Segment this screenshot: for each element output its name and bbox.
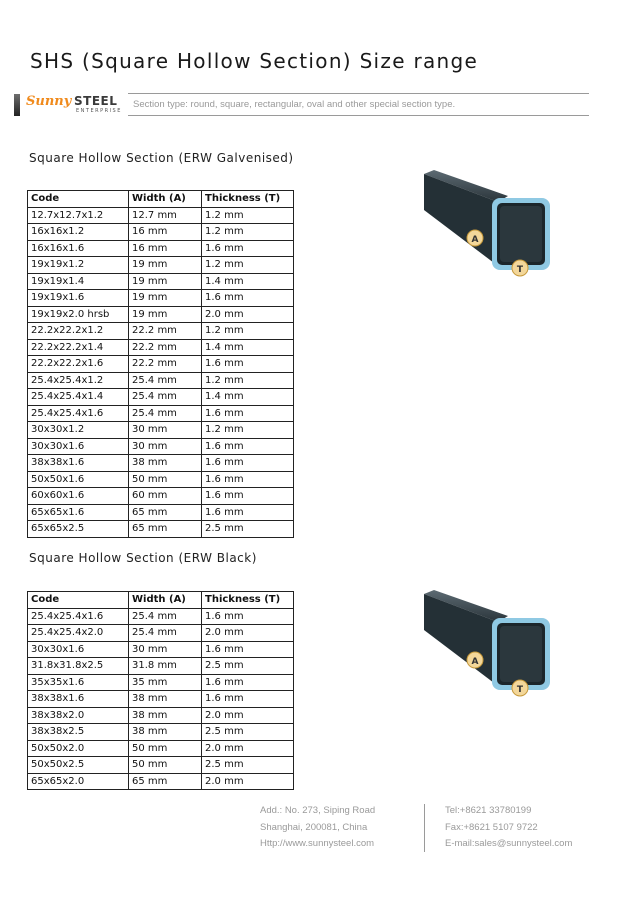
shs-tube-diagram-black [420, 588, 560, 706]
cell-code: 38x38x1.6 [28, 455, 129, 472]
logo-text-steel: STEEL [74, 94, 118, 108]
cell-thickness: 2.5 mm [202, 521, 294, 538]
table-row [28, 422, 294, 439]
cell-width: 65 mm [129, 773, 202, 790]
cell-width: 65 mm [129, 504, 202, 521]
cell-width: 50 mm [129, 757, 202, 774]
table-row [28, 740, 294, 757]
cell-code: 65x65x1.6 [28, 504, 129, 521]
table-row [28, 658, 294, 675]
label-t: T [516, 685, 524, 695]
address-line: Shanghai, 200081, China [260, 821, 368, 833]
table-row [28, 691, 294, 708]
cell-thickness: 1.2 mm [202, 207, 294, 224]
phone-number: Tel:+8621 33780199 [445, 805, 532, 816]
cell-width: 19 mm [129, 273, 202, 290]
cell-thickness: 1.6 mm [202, 438, 294, 455]
column-header-code: Code [28, 191, 129, 208]
table-row [28, 339, 294, 356]
cell-width: 25.4 mm [129, 625, 202, 642]
table-row [28, 224, 294, 241]
cell-thickness: 1.4 mm [202, 339, 294, 356]
cell-code: 25.4x25.4x1.6 [28, 608, 129, 625]
logo-text-enterprise: ENTERPRISE [76, 108, 122, 114]
label-a: A [471, 235, 479, 245]
cell-thickness: 2.0 mm [202, 707, 294, 724]
cell-code: 60x60x1.6 [28, 488, 129, 505]
cell-thickness: 1.2 mm [202, 422, 294, 439]
table-row [28, 323, 294, 340]
cell-width: 16 mm [129, 224, 202, 241]
cell-width: 65 mm [129, 521, 202, 538]
header-rule-bottom [128, 115, 589, 116]
size-table-black [27, 591, 294, 790]
cell-width: 60 mm [129, 488, 202, 505]
label-a: A [471, 657, 479, 667]
cell-thickness: 1.2 mm [202, 257, 294, 274]
page-title: SHS (Square Hollow Section) Size range [30, 49, 479, 73]
cell-code: 25.4x25.4x1.2 [28, 372, 129, 389]
website-link[interactable]: Http://www.sunnysteel.com [260, 838, 375, 849]
cell-thickness: 1.4 mm [202, 389, 294, 406]
cell-width: 38 mm [129, 455, 202, 472]
cell-width: 30 mm [129, 422, 202, 439]
cell-code: 25.4x25.4x1.6 [28, 405, 129, 422]
cell-width: 25.4 mm [129, 389, 202, 406]
cell-width: 50 mm [129, 471, 202, 488]
cell-code: 19x19x1.2 [28, 257, 129, 274]
shs-tube-diagram-galvanised [420, 168, 560, 286]
cell-thickness: 1.6 mm [202, 608, 294, 625]
cell-code: 31.8x31.8x2.5 [28, 658, 129, 675]
cell-thickness: 1.6 mm [202, 504, 294, 521]
cell-width: 22.2 mm [129, 356, 202, 373]
cell-code: 25.4x25.4x2.0 [28, 625, 129, 642]
cell-width: 22.2 mm [129, 339, 202, 356]
cell-width: 38 mm [129, 691, 202, 708]
table-row [28, 488, 294, 505]
table-row [28, 356, 294, 373]
cell-width: 31.8 mm [129, 658, 202, 675]
cell-width: 19 mm [129, 306, 202, 323]
table-row [28, 405, 294, 422]
cell-code: 22.2x22.2x1.2 [28, 323, 129, 340]
cell-width: 19 mm [129, 290, 202, 307]
cell-thickness: 1.6 mm [202, 691, 294, 708]
cell-thickness: 1.4 mm [202, 273, 294, 290]
cell-code: 19x19x1.4 [28, 273, 129, 290]
cell-code: 50x50x2.0 [28, 740, 129, 757]
cell-thickness: 2.0 mm [202, 740, 294, 757]
fax-number: Fax:+8621 5107 9722 [445, 821, 538, 833]
cell-code: 16x16x1.2 [28, 224, 129, 241]
cell-code: 12.7x12.7x1.2 [28, 207, 129, 224]
table-row [28, 372, 294, 389]
cell-thickness: 1.2 mm [202, 323, 294, 340]
table-row [28, 438, 294, 455]
table-row [28, 757, 294, 774]
cell-code: 30x30x1.6 [28, 438, 129, 455]
table-row [28, 257, 294, 274]
cell-width: 35 mm [129, 674, 202, 691]
cell-width: 30 mm [129, 641, 202, 658]
cell-code: 65x65x2.0 [28, 773, 129, 790]
cell-thickness: 2.0 mm [202, 625, 294, 642]
cell-code: 25.4x25.4x1.4 [28, 389, 129, 406]
column-header-thickness: Thickness (T) [202, 592, 294, 609]
cell-code: 30x30x1.6 [28, 641, 129, 658]
table-row [28, 306, 294, 323]
table-row [28, 724, 294, 741]
table-row [28, 641, 294, 658]
column-header-thickness: Thickness (T) [202, 191, 294, 208]
cell-code: 30x30x1.2 [28, 422, 129, 439]
cell-code: 38x38x1.6 [28, 691, 129, 708]
cell-thickness: 1.2 mm [202, 224, 294, 241]
table-row [28, 521, 294, 538]
column-header-width: Width (A) [129, 592, 202, 609]
address-line: Add.: No. 273, Siping Road [260, 805, 376, 816]
table-header-row [28, 191, 294, 208]
cell-thickness: 1.6 mm [202, 356, 294, 373]
label-t: T [516, 265, 524, 275]
cell-code: 38x38x2.5 [28, 724, 129, 741]
cell-width: 22.2 mm [129, 323, 202, 340]
cell-code: 19x19x2.0 hrsb [28, 306, 129, 323]
cell-thickness: 2.5 mm [202, 757, 294, 774]
table-row [28, 504, 294, 521]
column-header-width: Width (A) [129, 191, 202, 208]
cell-thickness: 1.6 mm [202, 290, 294, 307]
section-type-note: Section type: round, square, rectangular, oval and other special section type. [133, 99, 456, 110]
cell-width: 16 mm [129, 240, 202, 257]
cell-width: 38 mm [129, 724, 202, 741]
cell-code: 65x65x2.5 [28, 521, 129, 538]
footer-address [260, 803, 375, 853]
section-heading-black: Square Hollow Section (ERW Black) [29, 551, 257, 565]
cell-width: 25.4 mm [129, 372, 202, 389]
table-row [28, 773, 294, 790]
cell-code: 50x50x2.5 [28, 757, 129, 774]
footer-contact [445, 803, 572, 853]
table-row [28, 389, 294, 406]
logo-text-sunny: Sunny [26, 94, 72, 109]
cell-thickness: 1.6 mm [202, 240, 294, 257]
table-row [28, 240, 294, 257]
cell-width: 25.4 mm [129, 608, 202, 625]
table-header-row [28, 592, 294, 609]
cell-code: 22.2x22.2x1.4 [28, 339, 129, 356]
cell-width: 12.7 mm [129, 207, 202, 224]
cell-thickness: 1.6 mm [202, 641, 294, 658]
cell-code: 22.2x22.2x1.6 [28, 356, 129, 373]
company-logo [14, 94, 126, 116]
table-row [28, 207, 294, 224]
table-row [28, 273, 294, 290]
cell-code: 50x50x1.6 [28, 471, 129, 488]
cell-thickness: 1.6 mm [202, 455, 294, 472]
cell-thickness: 2.0 mm [202, 773, 294, 790]
column-header-code: Code [28, 592, 129, 609]
cell-thickness: 1.6 mm [202, 405, 294, 422]
logo-bar [14, 94, 20, 116]
cell-thickness: 2.0 mm [202, 306, 294, 323]
cell-code: 19x19x1.6 [28, 290, 129, 307]
cell-thickness: 1.2 mm [202, 372, 294, 389]
size-table-galvanised [27, 190, 294, 538]
cell-thickness: 2.5 mm [202, 658, 294, 675]
footer-divider [424, 804, 425, 852]
cell-thickness: 1.6 mm [202, 488, 294, 505]
cell-code: 16x16x1.6 [28, 240, 129, 257]
cell-width: 25.4 mm [129, 405, 202, 422]
table-row [28, 608, 294, 625]
cell-thickness: 1.6 mm [202, 471, 294, 488]
table-row [28, 471, 294, 488]
table-row [28, 455, 294, 472]
cell-width: 30 mm [129, 438, 202, 455]
cell-width: 50 mm [129, 740, 202, 757]
table-row [28, 625, 294, 642]
cell-thickness: 1.6 mm [202, 674, 294, 691]
cell-width: 38 mm [129, 707, 202, 724]
table-row [28, 707, 294, 724]
section-heading-galvanised: Square Hollow Section (ERW Galvenised) [29, 151, 294, 165]
cell-thickness: 2.5 mm [202, 724, 294, 741]
header-rule-top [128, 93, 589, 94]
email-link[interactable]: E-mail:sales@sunnysteel.com [445, 838, 573, 849]
table-row [28, 674, 294, 691]
cell-width: 19 mm [129, 257, 202, 274]
cell-code: 35x35x1.6 [28, 674, 129, 691]
cell-code: 38x38x2.0 [28, 707, 129, 724]
table-row [28, 290, 294, 307]
